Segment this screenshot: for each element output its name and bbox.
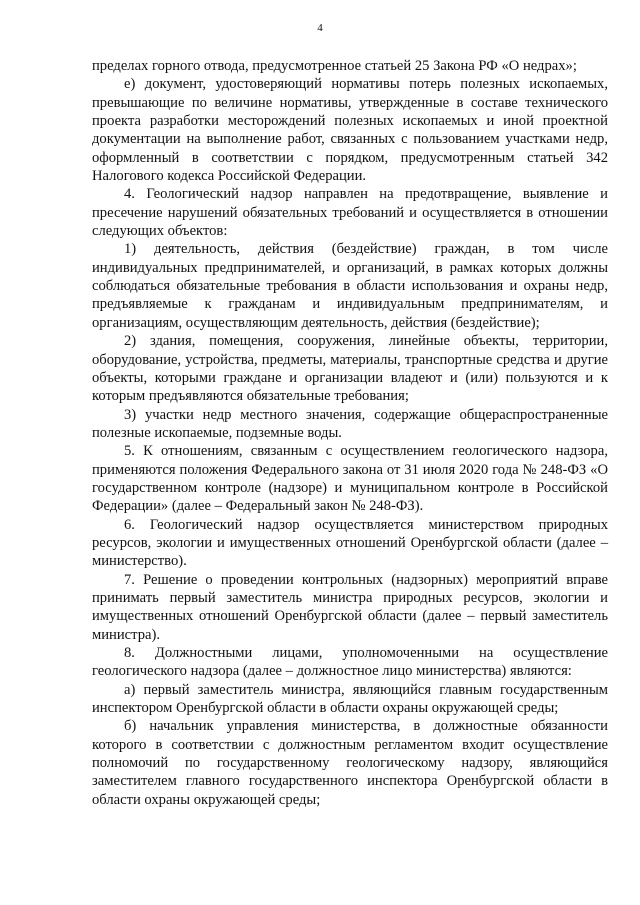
paragraph-6: 6. Геологический надзор осуществляется министерством природных ресурсов, экологии и имущественных отношений Оренбургской области (далее – министерство). bbox=[92, 516, 608, 570]
paragraph-item-e: е) документ, удостоверяющий нормативы потерь полезных ископаемых, превышающие по величине нормативы, утвержденные в составе технического проекта разработки месторождений полезных ископаемых и иной проектной документации на выполнение работ, связанных с пользованием участками недр, оформленный в соответствии с порядком, предусмотренным статьей 342 Налогового кодекса Российской Федерации. bbox=[92, 76, 608, 185]
paragraph-4-item-1: 1) деятельность, действия (бездействие) граждан, в том числе индивидуальных предпринимателей, и организаций, в рамках которых должны соблюдаться обязательные требования в области использования и охраны недр, предъявляемые к гражданам и индивидуальным предпринимателям, и организациям, осуществляющим деятельность, действия (бездействие); bbox=[92, 241, 608, 331]
paragraph-4: 4. Геологический надзор направлен на предотвращение, выявление и пресечение нарушений обязательных требований и осуществляется в отношении следующих объектов: bbox=[92, 186, 608, 240]
paragraph-7: 7. Решение о проведении контрольных (надзорных) мероприятий вправе принимать первый заместитель министра природных ресурсов, экологии и имущественных отношений Оренбургской области (далее – первый заместитель министра). bbox=[92, 571, 608, 643]
paragraph-8-item-b: б) начальник управления министерства, в должностные обязанности которого в соответствии с должностным регламентом входит осуществление полномочий по государственному геологическому надзору, являющийся заместителем главного государственного инспектора Оренбургской области в области охраны окружающей среды; bbox=[92, 718, 608, 808]
paragraph-4-item-3: 3) участки недр местного значения, содержащие общераспространенные полезные ископаемые, подземные воды. bbox=[92, 406, 608, 441]
paragraph-8-item-a: а) первый заместитель министра, являющийся главным государственным инспектором Оренбургской области в области охраны окружающей среды; bbox=[92, 681, 608, 717]
paragraph-continuation: пределах горного отвода, предусмотренное статьей 25 Закона РФ «О недрах»; bbox=[92, 58, 577, 74]
paragraph-4-item-2: 2) здания, помещения, сооружения, линейные объекты, территории, оборудование, устройства, предметы, материалы, транспортные средства и другие объекты, которыми граждане и организации владеют и (или) пользуются и к которым предъявляются обязательные требования; bbox=[92, 333, 608, 405]
paragraph-5: 5. К отношениям, связанным с осуществлением геологического надзора, применяются положения Федерального закона от 31 июля 2020 года № 248-ФЗ «О государственном контроле (надзоре) и муниципальном контроле в Российской Федерации» (далее – Федеральный закон № 248-ФЗ). bbox=[92, 443, 608, 515]
paragraph-8: 8. Должностными лицами, уполномоченными на осуществление геологического надзора (далее – должностное лицо министерства) являются: bbox=[92, 645, 608, 680]
page-number: 4 bbox=[317, 22, 323, 34]
document-body bbox=[92, 57, 608, 809]
